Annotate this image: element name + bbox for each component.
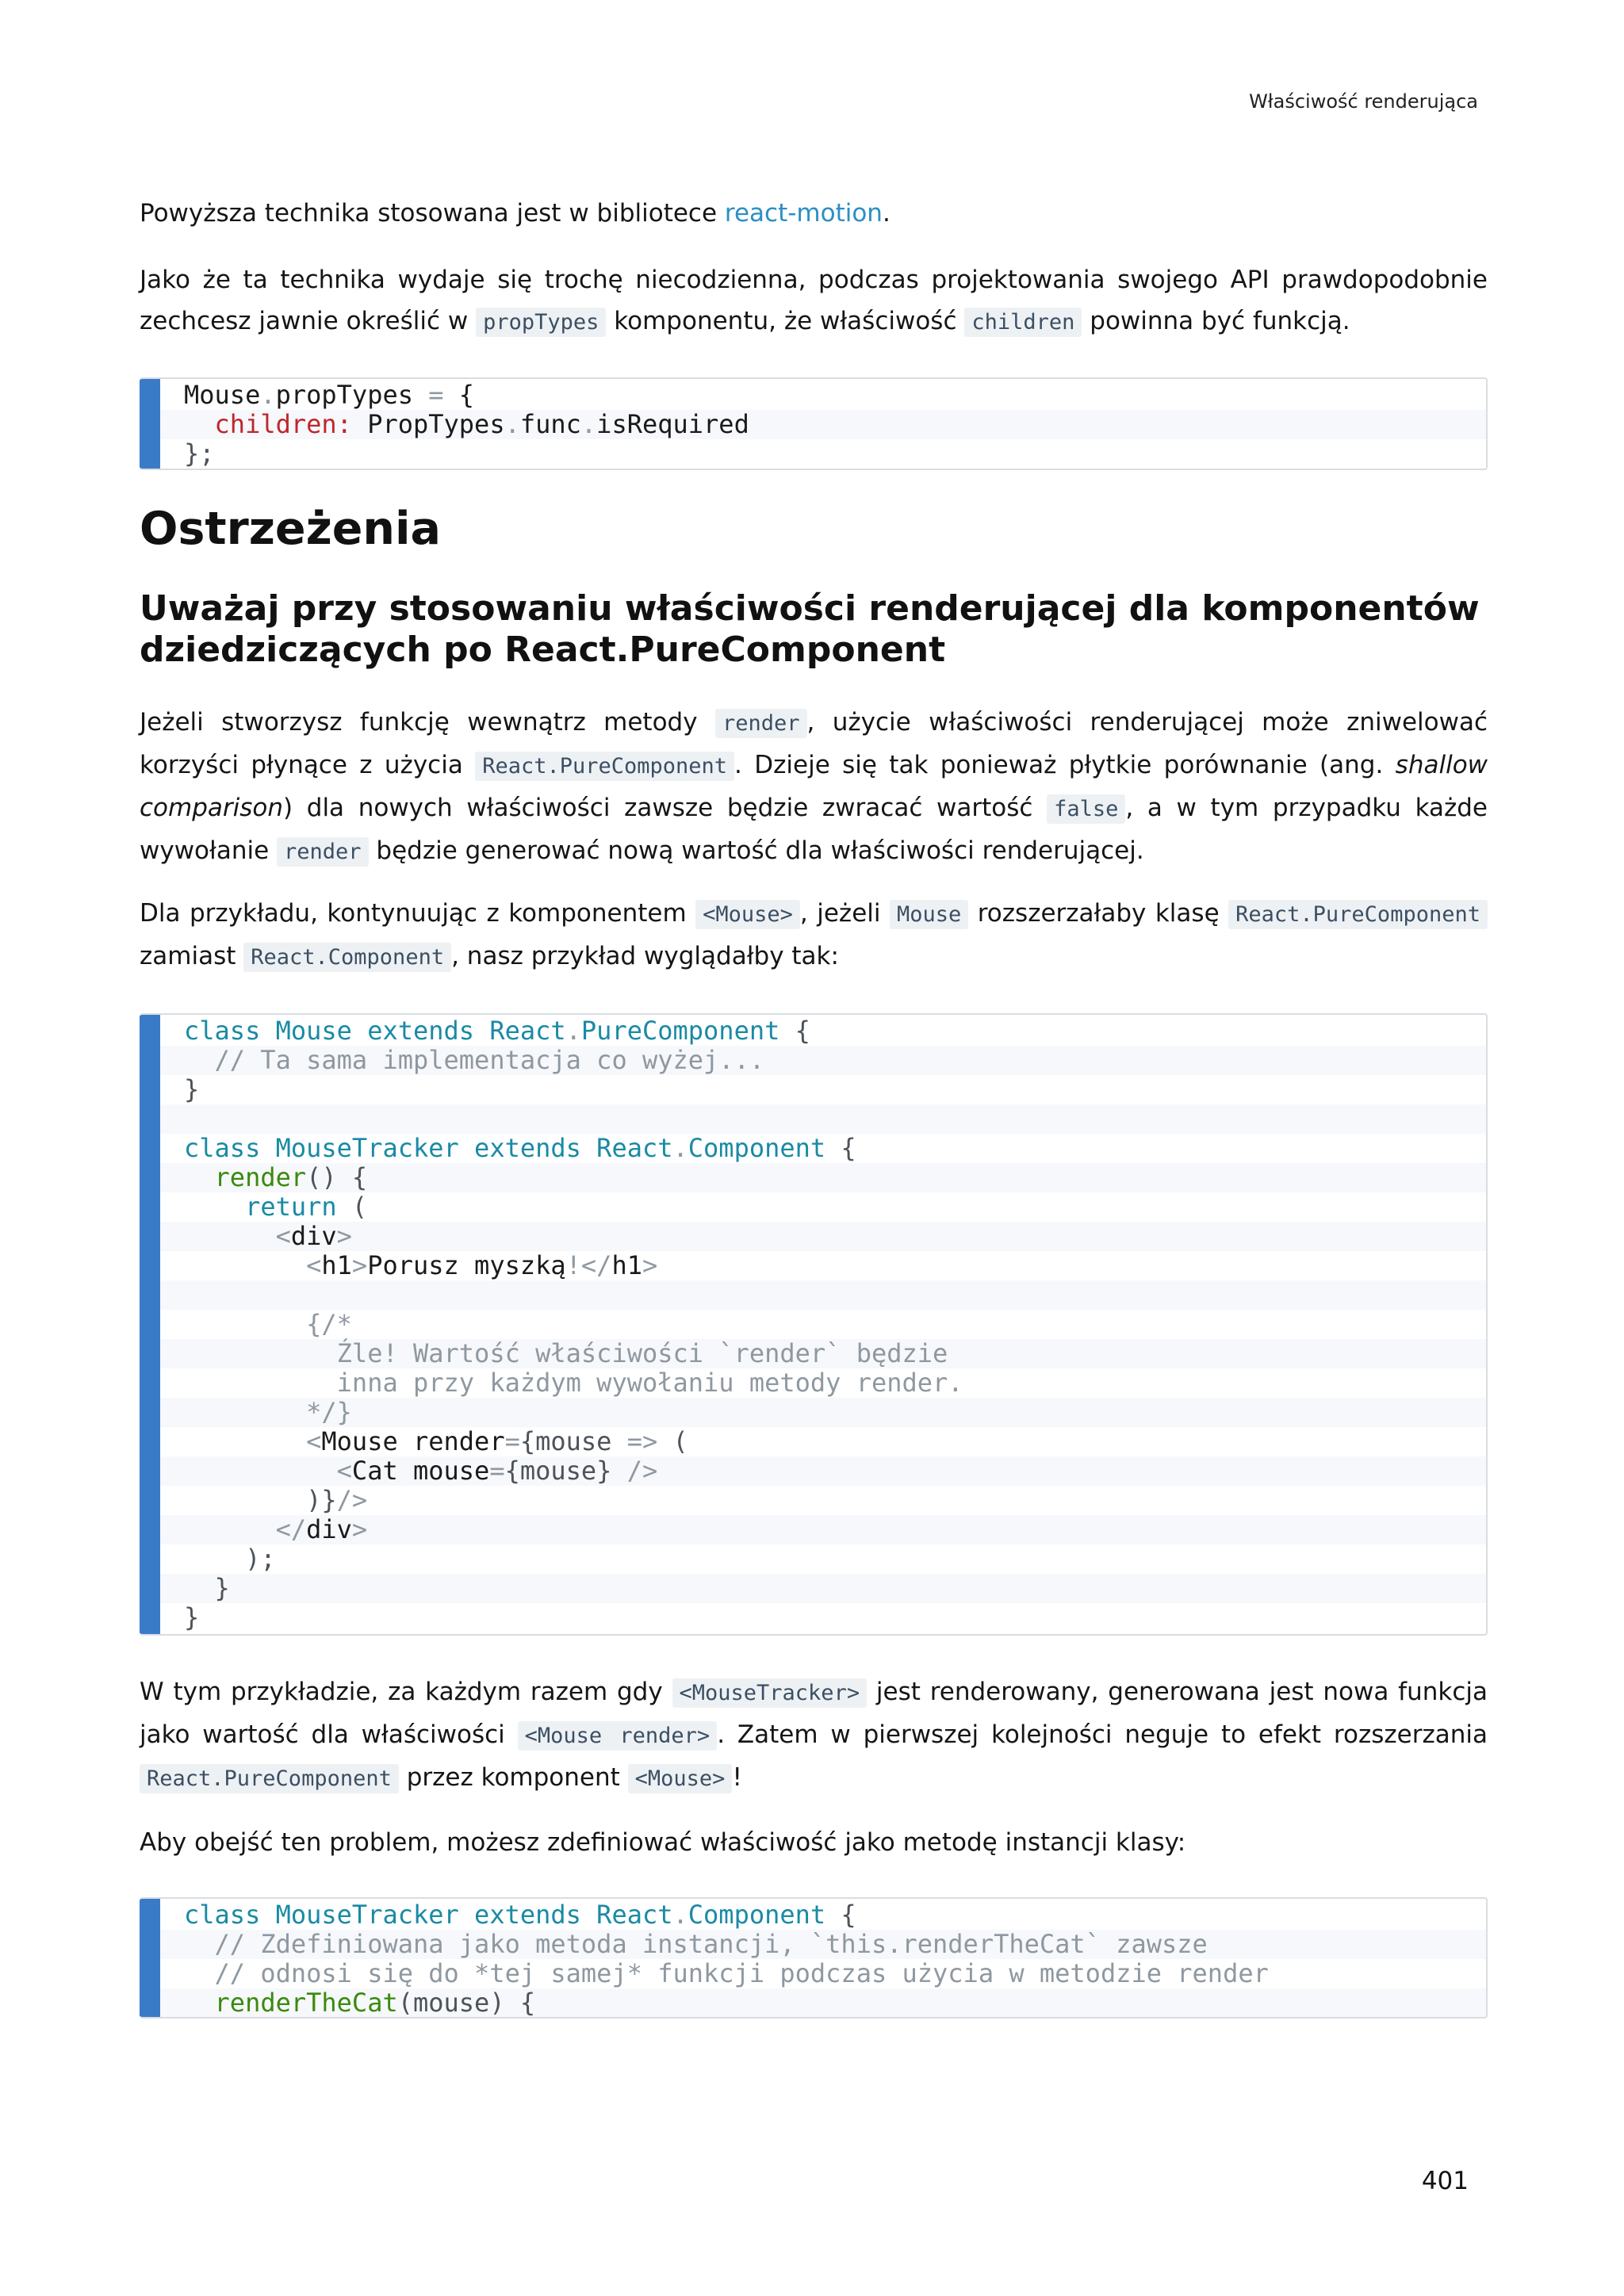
code-line	[160, 1280, 1486, 1310]
inline-code: children	[964, 308, 1082, 337]
paragraph-text: . Dzieje się tak ponieważ płytkie porównanie (ang.	[734, 751, 1396, 779]
inline-code: React.PureComponent	[140, 1764, 399, 1793]
paragraph-proptypes	[140, 259, 1488, 343]
code-line: Źle! Wartość właściwości `render` będzie	[160, 1339, 1486, 1368]
code-block-proptypes	[140, 377, 1488, 470]
code-line: class MouseTracker extends React.Component {	[184, 1900, 856, 1930]
paragraph-text: , jeżeli	[799, 899, 890, 928]
code-line: <Cat mouse={mouse} />	[160, 1456, 1486, 1486]
inline-code: false	[1047, 794, 1125, 824]
code-line: // Zdefiniowana jako metoda instancji, `this.renderTheCat` zawsze	[160, 1930, 1486, 1959]
code-block-mousetracker	[140, 1013, 1488, 1636]
code-line: {/*	[184, 1309, 352, 1339]
code-block-instance-method	[140, 1897, 1488, 2019]
subsection-heading: Uważaj przy stosowaniu właściwości renderującej dla komponentów dziedziczących po React.PureComponent	[140, 588, 1480, 670]
code-line: )}/>	[306, 1485, 368, 1515]
inline-code: React.PureComponent	[1228, 900, 1488, 929]
code-line: class MouseTracker extends React.Component {	[184, 1133, 856, 1163]
code-line: }	[160, 1574, 1486, 1603]
code-line: children: PropTypes.func.isRequired	[160, 410, 1486, 439]
inline-code: React.Component	[243, 943, 451, 972]
paragraph-solution: Aby obejść ten problem, możesz zdefiniować właściwość jako metodę instancji klasy:	[140, 1828, 1186, 1857]
code-line: renderTheCat(mouse) {	[160, 1988, 1486, 2018]
code-line: render() {	[160, 1163, 1486, 1192]
code-line: <h1>Porusz myszką!</h1>	[306, 1250, 658, 1280]
running-header: Właściwość renderująca	[1249, 90, 1478, 113]
section-heading: Ostrzeżenia	[140, 503, 441, 555]
inline-code: <Mouse>	[628, 1764, 733, 1793]
emphasis-text: shallow comparison	[140, 751, 1488, 822]
inline-code: render	[715, 709, 807, 738]
paragraph-text: .	[882, 199, 891, 228]
paragraph-text: zamiast	[140, 942, 244, 970]
paragraph-text: , użycie właściwości renderującej może zniwelować korzyści płynące z użycia	[140, 708, 1488, 779]
paragraph-text: będzie generować nową wartość dla właściwości renderującej.	[368, 836, 1144, 865]
inline-code: propTypes	[476, 308, 606, 337]
paragraph-text: jest renderowany, generowana jest nowa funkcja jako wartość dla właściwości	[140, 1678, 1488, 1749]
paragraph-intro	[140, 193, 1488, 234]
code-block-accent-bar	[140, 379, 160, 469]
inline-code: <Mouse render>	[518, 1721, 718, 1751]
paragraph-text: ) dla nowych właściwości zawsze będzie zwracać wartość	[283, 794, 1048, 822]
paragraph-text: przez komponent	[398, 1763, 628, 1792]
code-line: <div>	[160, 1222, 1486, 1251]
paragraph-text: Dla przykładu, kontynuując z komponentem	[140, 899, 696, 928]
code-line: }	[184, 1074, 200, 1104]
code-line: }	[184, 1602, 200, 1632]
code-block-accent-bar	[140, 1015, 160, 1634]
code-line: // Ta sama implementacja co wyżej...	[160, 1046, 1486, 1075]
paragraph-text: Jako że ta technika wydaje się trochę niecodzienna, podczas projektowania swojego API prawdopodobnie zechcesz jawnie określić w	[140, 266, 1488, 335]
page-number: 401	[1421, 2167, 1469, 2195]
code-line: };	[184, 438, 215, 469]
paragraph-purecomponent	[140, 702, 1488, 873]
paragraph-example	[140, 893, 1488, 978]
inline-code: Mouse	[890, 900, 968, 929]
inline-code: <Mouse>	[695, 900, 800, 929]
code-line: <Mouse render={mouse => (	[306, 1426, 688, 1456]
paragraph-text: rozszerzałaby klasę	[968, 899, 1229, 928]
code-line: </div>	[160, 1515, 1486, 1544]
code-line: return (	[245, 1192, 368, 1222]
inline-code: <MouseTracker>	[672, 1678, 868, 1708]
paragraph-text: , nasz przykład wyglądałby tak:	[451, 942, 839, 970]
code-line: Mouse.propTypes = {	[184, 380, 475, 410]
code-line: inna przy każdym wywołaniu metody render.	[184, 1368, 963, 1398]
paragraph-text: , a w tym przypadku każde wywołanie	[140, 794, 1488, 865]
paragraph-text: W tym przykładzie, za każdym razem gdy	[140, 1678, 672, 1706]
paragraph-text: komponentu, że właściwość	[606, 307, 965, 335]
inline-code: React.PureComponent	[475, 752, 734, 781]
code-line: */}	[160, 1398, 1486, 1427]
code-line: // odnosi się do *tej samej* funkcji podczas użycia w metodzie render	[184, 1958, 1269, 1988]
code-line: );	[184, 1544, 276, 1574]
code-block-accent-bar	[140, 1899, 160, 2017]
paragraph-text: Powyższa technika stosowana jest w bibliotece	[140, 199, 725, 228]
paragraph-text: !	[732, 1763, 742, 1792]
paragraph-text: . Zatem w pierwszej kolejności neguje to efekt rozszerzania	[717, 1720, 1488, 1749]
paragraph-text: powinna być funkcją.	[1082, 307, 1350, 335]
code-line: class Mouse extends React.PureComponent {	[184, 1016, 810, 1046]
paragraph-explanation	[140, 1671, 1488, 1800]
paragraph-text: Jeżeli stworzysz funkcję wewnątrz metody	[140, 708, 715, 737]
inline-code: render	[277, 837, 369, 867]
react-motion-link[interactable]: react-motion	[724, 199, 883, 228]
code-line	[160, 1104, 1486, 1134]
